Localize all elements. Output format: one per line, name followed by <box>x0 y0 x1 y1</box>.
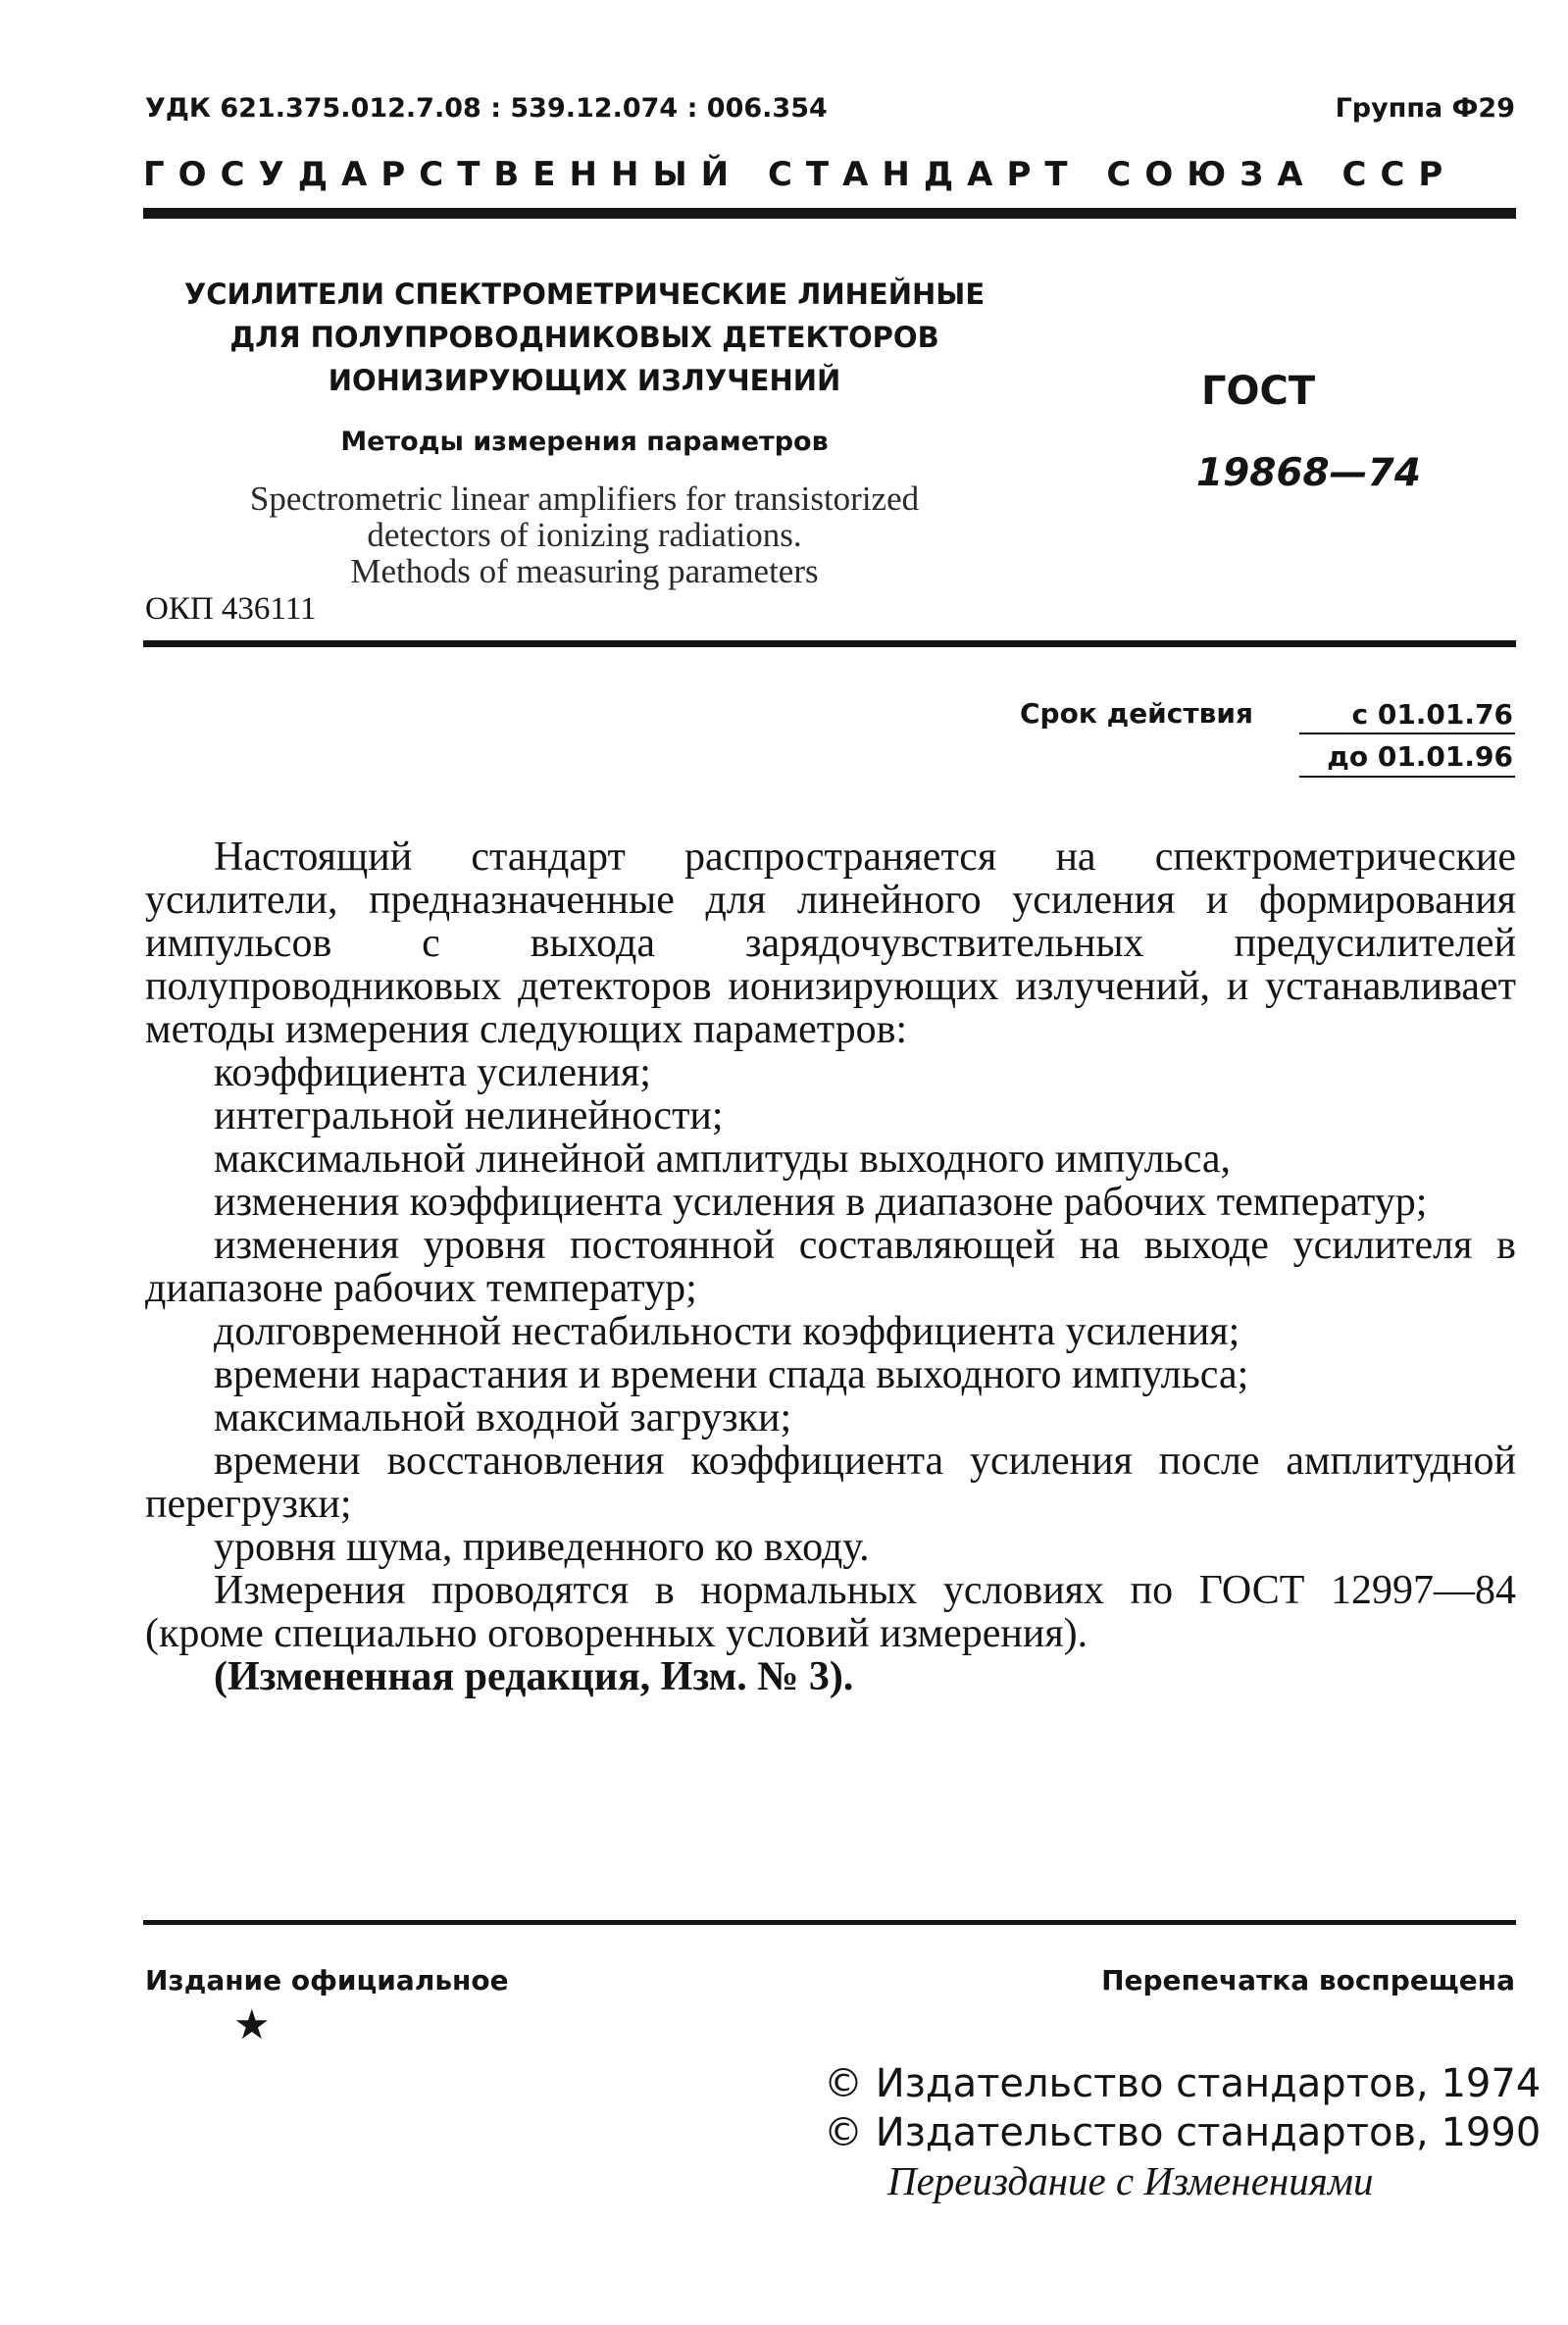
english-title-line-3: Methods of measuring parameters <box>350 552 819 590</box>
intro-paragraph: Настоящий стандарт распространяется на спектрометрические усилители, предназначенные для линейного усиления и формирования импульсов с выхода зарядочувствительных предусилителей полупроводниковых детекторов ионизирующих излучений, и устанавливает методы измерения следующих параметров: <box>145 834 1516 1052</box>
english-title-line-1: Spectrometric linear amplifiers for transistorized <box>249 480 920 518</box>
title-divider <box>143 640 1516 647</box>
english-title-line-2: detectors of ionizing radiations. <box>367 516 802 554</box>
udk-code: УДК 621.375.012.7.08 : 539.12.074 : 006.354 <box>145 93 828 124</box>
reissue-note: Переиздание с Изменениями <box>887 2158 1374 2203</box>
validity-label: Срок действия <box>1020 697 1253 730</box>
conditions-paragraph: Измерения проводятся в нормальных условиях по ГОСТ 12997—84 (кроме специально оговоренных условий измерения). <box>145 1568 1516 1656</box>
english-title <box>143 480 1026 589</box>
validity-underline-1 <box>1299 733 1515 734</box>
param-item: максимальной входной загрузки; <box>214 1395 792 1440</box>
gost-label: ГОСТ <box>1201 369 1316 414</box>
footer-divider <box>143 1920 1516 1925</box>
body-text <box>145 835 1516 1698</box>
okp-code: ОКП 436111 <box>145 591 317 627</box>
subtitle-methods: Методы измерения параметров <box>340 427 829 457</box>
param-item: долговременной нестабильности коэффициента усиления; <box>214 1309 1240 1354</box>
amendment-note: (Измененная редакция, Изм. № 3). <box>214 1654 854 1699</box>
title-line-2: ДЛЯ ПОЛУПРОВОДНИКОВЫХ ДЕТЕКТОРОВ <box>229 321 939 354</box>
gost-number: 19868—74 <box>1196 451 1421 495</box>
copyright-1990: © Издательство стандартов, 1990 <box>824 2110 1542 2155</box>
title-line-3: ИОНИЗИРУЮЩИХ ИЗЛУЧЕНИЙ <box>328 364 841 397</box>
param-item: максимальной линейной амплитуды выходного импульса, <box>214 1137 1231 1182</box>
state-standard-banner: ГОСУДАРСТВЕННЫЙ СТАНДАРТ СОЮЗА ССР <box>143 155 1457 194</box>
group-code: Группа Ф29 <box>1335 93 1515 124</box>
param-item: уровня шума, приведенного ко входу. <box>214 1525 870 1570</box>
param-item: интегральной нелинейности; <box>214 1093 724 1138</box>
param-item: коэффициента усиления; <box>214 1050 651 1095</box>
validity-from: с 01.01.76 <box>1351 698 1513 731</box>
header-divider <box>143 208 1516 219</box>
edition-label: Издание официальное <box>145 1964 509 1996</box>
star-icon: ★ <box>233 2003 271 2048</box>
param-item: изменения уровня постоянной составляющей на выходе усилителя в диапазоне рабочих температур; <box>145 1223 1516 1311</box>
validity-underline-2 <box>1299 776 1515 778</box>
validity-to: до 01.01.96 <box>1327 740 1513 773</box>
document-title <box>143 273 1026 402</box>
title-line-1: УСИЛИТЕЛИ СПЕКТРОМЕТРИЧЕСКИЕ ЛИНЕЙНЫЕ <box>183 278 986 311</box>
copyright-1974: © Издательство стандартов, 1974 <box>824 2061 1542 2106</box>
param-item: времени восстановления коэффициента усиления после амплитудной перегрузки; <box>145 1439 1516 1527</box>
reprint-notice: Перепечатка воспрещена <box>1101 1964 1515 1996</box>
param-item: изменения коэффициента усиления в диапазоне рабочих температур; <box>214 1180 1428 1225</box>
param-item: времени нарастания и времени спада выходного импульса; <box>214 1352 1249 1397</box>
